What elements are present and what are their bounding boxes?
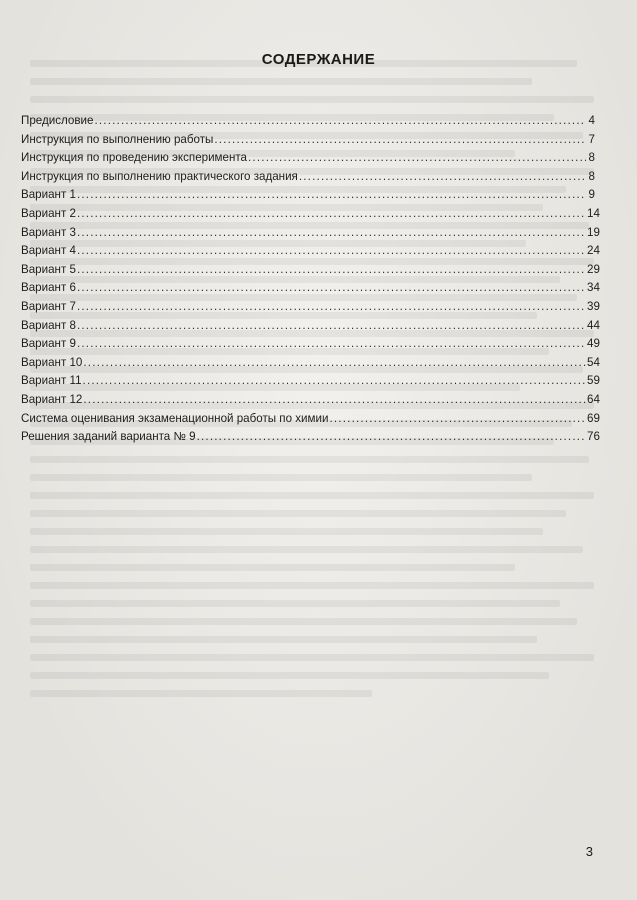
toc-entry-label: Вариант 5 — [21, 262, 76, 276]
toc-dot-leader — [77, 337, 586, 350]
toc-dot-leader — [77, 226, 586, 239]
toc-entry-label: Инструкция по выполнению работы — [21, 132, 214, 146]
toc-entry-label: Вариант 11 — [21, 374, 82, 388]
toc-entry-label: Предисловие — [21, 114, 94, 127]
toc-dot-leader — [77, 263, 586, 276]
toc-entry-label: Вариант 10 — [21, 355, 83, 369]
toc-entry — [21, 411, 600, 431]
toc-entry-page: 8 — [588, 151, 595, 165]
toc-entry — [21, 337, 600, 356]
toc-dot-leader — [83, 356, 586, 369]
toc-entry-label: Вариант 9 — [21, 337, 76, 351]
toc-dot-leader — [77, 207, 586, 220]
toc-entry-page: 29 — [587, 262, 600, 276]
toc-dot-leader — [248, 151, 586, 164]
toc-dot-leader — [77, 319, 586, 332]
toc-entry — [21, 430, 600, 449]
toc-entry-page: 24 — [587, 244, 600, 258]
page-number: 3 — [585, 844, 593, 859]
toc-entry-page: 39 — [587, 299, 600, 313]
toc-entry-page: 4 — [588, 114, 595, 127]
toc-dot-leader — [329, 412, 586, 425]
toc-entry — [21, 318, 600, 338]
toc-entry — [21, 299, 600, 319]
toc-dot-leader — [197, 430, 586, 443]
toc-dot-leader — [83, 374, 586, 387]
toc-entry-page: 54 — [587, 355, 600, 369]
toc-entry-page: 64 — [587, 392, 600, 406]
toc-entry-page: 8 — [588, 169, 595, 183]
toc-entry-page: 9 — [588, 188, 595, 202]
toc-entry-label: Решения заданий варианта № 9 — [21, 430, 196, 444]
toc-entry-page: 69 — [587, 411, 600, 425]
toc-entry-page: 34 — [587, 281, 600, 295]
toc-dot-leader — [77, 300, 586, 313]
toc-entry-page: 44 — [587, 318, 600, 332]
toc-entry — [21, 281, 600, 300]
toc-entry — [21, 188, 595, 207]
toc-entry — [21, 170, 595, 189]
toc-entry-label: Инструкция по проведению эксперимента — [21, 151, 248, 165]
toc-dot-leader — [77, 188, 586, 201]
toc-entry — [21, 374, 600, 393]
toc-entry — [21, 262, 600, 282]
toc-entry-label: Вариант 12 — [21, 392, 83, 406]
toc-entry-page: 19 — [587, 225, 600, 239]
toc-entry-label: Вариант 4 — [21, 244, 76, 258]
toc-entry — [21, 225, 600, 245]
toc-entry — [21, 114, 595, 133]
toc-entry-page: 7 — [588, 132, 595, 146]
toc-entry-label: Вариант 2 — [21, 206, 76, 220]
toc-entry-label: Система оценивания экзаменационной работы по химии — [21, 411, 329, 425]
toc-entry-label: Вариант 7 — [21, 299, 76, 313]
toc-dot-leader — [77, 281, 586, 294]
toc-entry — [21, 206, 600, 226]
toc-entry-label: Вариант 8 — [21, 318, 76, 332]
toc-dot-leader — [94, 114, 586, 127]
toc-dot-leader — [77, 244, 586, 257]
toc-entry-label: Вариант 6 — [21, 281, 76, 295]
toc-entry-label: Вариант 1 — [21, 188, 76, 202]
toc-entry-page: 14 — [587, 206, 600, 220]
toc-entry-label: Инструкция по выполнению практического задания — [21, 169, 298, 183]
toc-entry — [21, 392, 600, 412]
toc-entry-page: 59 — [587, 374, 600, 388]
toc-entry — [21, 355, 600, 375]
toc-entry — [21, 244, 600, 263]
toc-entry-page: 76 — [587, 430, 600, 444]
toc-entry-label: Вариант 3 — [21, 225, 76, 239]
table-of-contents — [21, 114, 600, 449]
toc-entry — [21, 151, 595, 170]
page-title: СОДЕРЖАНИЕ — [261, 51, 376, 68]
toc-dot-leader — [214, 133, 586, 146]
toc-dot-leader — [299, 170, 586, 183]
toc-entry — [21, 133, 595, 152]
toc-entry-page: 49 — [587, 337, 600, 351]
toc-dot-leader — [83, 393, 586, 406]
